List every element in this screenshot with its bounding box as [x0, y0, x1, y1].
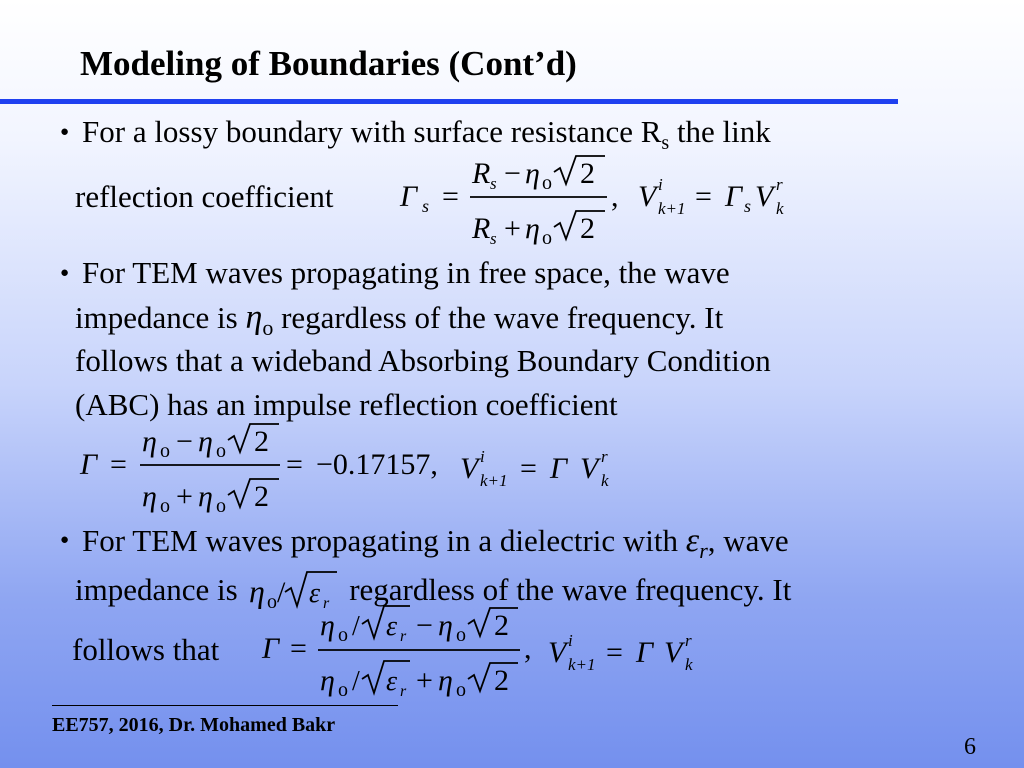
- svg-text:V: V: [580, 452, 599, 485]
- svg-text:=: =: [110, 448, 127, 481]
- svg-text:η: η: [142, 480, 157, 513]
- svg-text:r: r: [323, 595, 330, 612]
- svg-text:η: η: [525, 157, 540, 190]
- svg-text:=: =: [606, 636, 623, 669]
- svg-text:η: η: [438, 664, 453, 697]
- svg-text:o: o: [267, 591, 278, 612]
- svg-text:ε: ε: [309, 578, 321, 609]
- svg-text:−: −: [176, 425, 193, 458]
- svg-text:s: s: [744, 196, 752, 216]
- svg-text:s: s: [422, 196, 430, 216]
- bullet-3-line-3: follows that: [72, 632, 220, 667]
- svg-text:η: η: [320, 664, 335, 697]
- svg-text:−: −: [504, 157, 521, 190]
- svg-text:Γ: Γ: [725, 180, 743, 213]
- svg-text:−: −: [416, 609, 433, 642]
- svg-text:s: s: [490, 174, 497, 193]
- svg-text:−0.17157,: −0.17157,: [316, 448, 438, 481]
- svg-text:k+1: k+1: [658, 199, 686, 218]
- svg-text:=: =: [442, 180, 459, 213]
- svg-text:i: i: [480, 447, 485, 466]
- gamma-symbol: Γ: [400, 180, 418, 213]
- svg-text:o: o: [160, 495, 170, 517]
- svg-text:o: o: [338, 679, 348, 701]
- svg-text:o: o: [338, 624, 348, 646]
- svg-text:+: +: [416, 664, 433, 697]
- svg-text:k: k: [685, 655, 693, 674]
- svg-text:=: =: [520, 452, 537, 485]
- svg-text:o: o: [542, 227, 552, 249]
- bullet-2-line-1: For TEM waves propagating in free space, the wave: [82, 255, 730, 290]
- svg-text:k+1: k+1: [480, 471, 508, 490]
- svg-text:2: 2: [494, 609, 509, 642]
- svg-text:o: o: [456, 679, 466, 701]
- svg-text:+: +: [176, 480, 193, 513]
- bullet-1-text: For a lossy boundary with surface resistance R: [82, 114, 662, 149]
- svg-text:/: /: [277, 576, 286, 609]
- equation-dielectric-reflection-coefficient: [262, 600, 722, 705]
- svg-text:2: 2: [254, 425, 269, 458]
- svg-text:r: r: [776, 175, 783, 194]
- page-number: 6: [964, 734, 976, 760]
- svg-text:2: 2: [254, 480, 269, 513]
- epsilon-symbol: ε: [685, 522, 700, 559]
- bullet-2-line-3: follows that a wideband Absorbing Boundary Condition: [75, 343, 771, 378]
- equation-reflection-coefficient-lossy: [400, 150, 800, 255]
- svg-text:η: η: [525, 212, 540, 245]
- svg-text:η: η: [198, 425, 213, 458]
- svg-text:+: +: [504, 212, 521, 245]
- svg-text:R: R: [472, 157, 491, 190]
- bullet-1-line-1: [82, 116, 771, 153]
- svg-text:Γ: Γ: [80, 448, 98, 481]
- svg-text:i: i: [568, 631, 573, 650]
- svg-text:k: k: [601, 471, 609, 490]
- svg-text:o: o: [456, 624, 466, 646]
- slide-title: Modeling of Boundaries (Cont’d): [80, 44, 577, 83]
- bullet-3-line-2: impedance is η o / ε r regardless of the wave frequency. It: [75, 568, 791, 612]
- svg-text:r: r: [400, 628, 407, 645]
- svg-text:η: η: [142, 425, 157, 458]
- svg-text:/: /: [352, 611, 360, 642]
- svg-text:o: o: [216, 440, 226, 462]
- bullet-2-line-2: impedance is $\eta_o$ regardless of the wave frequency. It: [75, 299, 724, 341]
- title-divider: [0, 99, 898, 104]
- svg-text:V: V: [548, 636, 567, 669]
- svg-text:i: i: [658, 175, 663, 194]
- svg-text:=: =: [290, 632, 307, 665]
- svg-text:Γ: Γ: [636, 636, 654, 669]
- bullet-1-line-2: reflection coefficient: [75, 179, 334, 214]
- bullet-marker: ●: [60, 265, 70, 281]
- bullet-2-line-4: (ABC) has an impulse reflection coefficient: [75, 387, 618, 422]
- svg-text:o: o: [542, 172, 552, 194]
- svg-text:η: η: [438, 609, 453, 642]
- svg-text:Γ: Γ: [262, 632, 280, 665]
- bullet-1-text-cont: the link: [676, 114, 771, 149]
- svg-text:η: η: [249, 573, 266, 609]
- svg-text:=: =: [695, 180, 712, 213]
- svg-text:2: 2: [580, 212, 595, 245]
- svg-text:V: V: [755, 180, 774, 213]
- svg-text:o: o: [216, 495, 226, 517]
- svg-text:k: k: [776, 199, 784, 218]
- svg-text:,: ,: [524, 632, 532, 665]
- bullet-marker: ●: [60, 124, 70, 140]
- svg-text:o: o: [160, 440, 170, 462]
- svg-text:r: r: [601, 447, 608, 466]
- svg-text:V: V: [638, 180, 657, 213]
- svg-text:r: r: [400, 683, 407, 700]
- svg-text:R: R: [472, 212, 491, 245]
- svg-text:/: /: [352, 666, 360, 697]
- footer-course-info: EE757, 2016, Dr. Mohamed Bakr: [52, 714, 336, 736]
- eta-symbol: η: [245, 299, 263, 336]
- bullet-3-line-1: For TEM waves propagating in a dielectric with $\varepsilon_r$, wave: [82, 522, 789, 564]
- svg-text:η: η: [320, 609, 335, 642]
- svg-text:2: 2: [494, 664, 509, 697]
- subscript-s: s: [661, 132, 670, 155]
- bullet-marker: ●: [60, 532, 70, 548]
- svg-text:k+1: k+1: [568, 655, 596, 674]
- svg-text:ε: ε: [386, 666, 398, 697]
- footer-divider: [52, 705, 398, 706]
- equation-abc-reflection-coefficient: [80, 418, 640, 523]
- svg-text:V: V: [664, 636, 683, 669]
- svg-text:Γ: Γ: [550, 452, 568, 485]
- svg-text:r: r: [685, 631, 692, 650]
- svg-text:η: η: [198, 480, 213, 513]
- svg-text:V: V: [460, 452, 479, 485]
- svg-text:ε: ε: [386, 611, 398, 642]
- svg-text:2: 2: [580, 157, 595, 190]
- svg-text:,: ,: [611, 180, 619, 213]
- svg-text:s: s: [490, 229, 497, 248]
- svg-text:=: =: [286, 448, 303, 481]
